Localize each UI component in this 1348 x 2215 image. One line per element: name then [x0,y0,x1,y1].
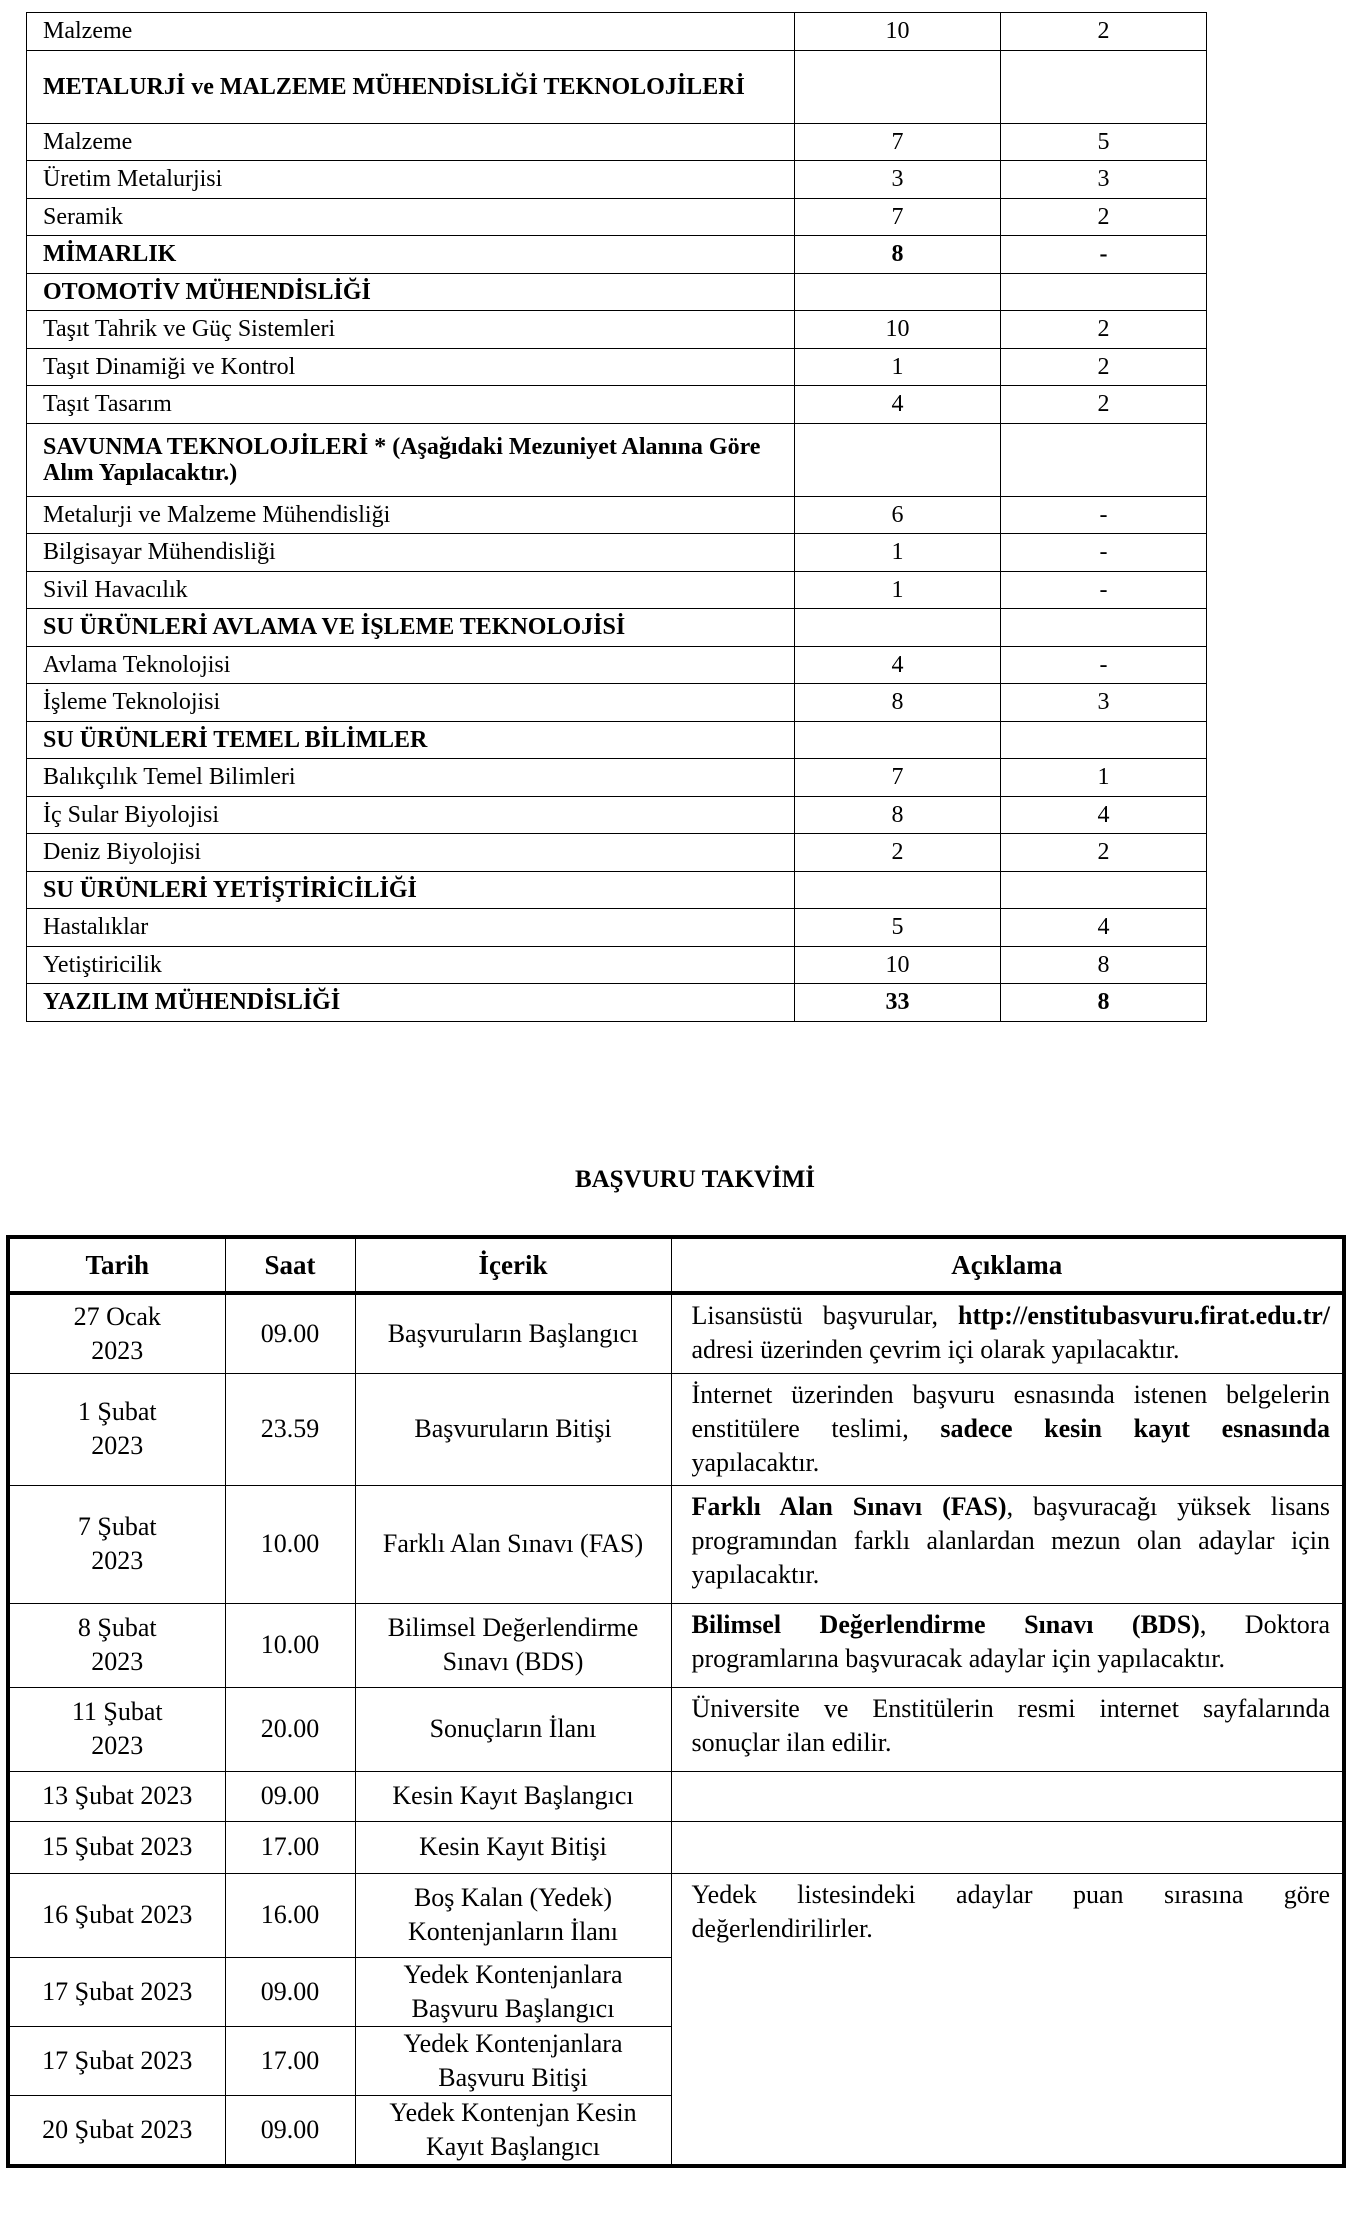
row-description [671,1603,1344,1687]
description-text: , Doktora programlarına başvuracak adaylar için yapılacaktır. [691,1609,1330,1673]
row-content: Bilimsel Değerlendirme Sınavı (BDS) [355,1603,671,1687]
table-row [27,834,1207,872]
table-row [27,646,1207,684]
row-content: Boş Kalan (Yedek) Kontenjanların İlanı [355,1873,671,1957]
quota-col-b: - [1001,534,1207,572]
table-row [27,796,1207,834]
quota-col-b [1001,423,1207,496]
quota-col-a: 7 [795,198,1001,236]
quota-col-a [795,273,1001,311]
quota-col-a [795,50,1001,123]
row-date: 13 Şubat 2023 [8,1771,225,1821]
table-row [27,496,1207,534]
program-name: Malzeme [27,13,795,51]
table-row [27,13,1207,51]
row-time: 20.00 [225,1687,355,1771]
quota-col-b: 2 [1001,386,1207,424]
row-date: 16 Şubat 2023 [8,1873,225,1957]
row-time: 23.59 [225,1373,355,1485]
quota-col-b: 3 [1001,161,1207,199]
table-row [27,759,1207,797]
program-name: Balıkçılık Temel Bilimleri [27,759,795,797]
table-row [27,684,1207,722]
description-text: Lisansüstü başvurular, [691,1301,959,1330]
program-name: Üretim Metalurjisi [27,161,795,199]
quota-col-b: 2 [1001,348,1207,386]
description-text: yapılacaktır. [691,1447,820,1477]
row-time: 16.00 [225,1873,355,1957]
table-row [27,423,1207,496]
quota-col-b: - [1001,496,1207,534]
table-row [27,50,1207,123]
quota-col-b: - [1001,236,1207,274]
table-row [27,721,1207,759]
row-content: Yedek Kontenjanlara Başvuru Başlangıcı [355,1957,671,2026]
row-content: Farklı Alan Sınavı (FAS) [355,1485,671,1603]
program-name: Metalurji ve Malzeme Mühendisliği [27,496,795,534]
quota-col-b: 2 [1001,834,1207,872]
quota-col-b: 2 [1001,311,1207,349]
description-text: İnternet üzerinden başvuru esnasında istenen belgelerin enstitülere teslimi, [691,1379,1330,1443]
description-bold-text: Bilimsel Değerlendirme Sınavı (BDS) [691,1609,1200,1639]
row-date: 20 Şubat 2023 [8,2095,225,2166]
table-row [27,198,1207,236]
program-name: YAZILIM MÜHENDİSLİĞİ [27,984,795,1022]
quota-col-a: 5 [795,909,1001,947]
quota-col-a: 10 [795,946,1001,984]
quota-col-b: - [1001,571,1207,609]
program-name: Taşıt Tahrik ve Güç Sistemleri [27,311,795,349]
program-name: Sivil Havacılık [27,571,795,609]
table-row [27,609,1207,647]
quota-col-b [1001,721,1207,759]
description-bold-text: sadece kesin kayıt esnasında [940,1413,1330,1443]
quota-col-b: 2 [1001,13,1207,51]
quota-col-a: 8 [795,796,1001,834]
program-name: Hastalıklar [27,909,795,947]
description-bold-text: http://enstitubasvuru.firat.edu.tr/ [958,1301,1330,1330]
description-text: adresi üzerinden çevrim içi olarak yapılacaktır. [691,1335,1180,1364]
calendar-row [8,1821,1344,1873]
row-description-empty [671,1821,1344,1873]
calendar-title: BAŞVURU TAKVİMİ [574,1166,816,1193]
calendar-table [6,1235,1346,2168]
quota-col-a: 10 [795,311,1001,349]
quota-col-a: 7 [795,759,1001,797]
quota-col-a [795,721,1001,759]
calendar-row [8,1873,1344,1957]
row-content: Kesin Kayıt Başlangıcı [355,1771,671,1821]
table-row [27,909,1207,947]
quota-col-a: 1 [795,348,1001,386]
table-row [27,236,1207,274]
program-name: SAVUNMA TEKNOLOJİLERİ * (Aşağıdaki Mezuniyet Alanına Göre Alım Yapılacaktır.) [27,423,795,496]
calendar-table-body [8,1293,1344,2166]
calendar-row [8,1771,1344,1821]
quota-col-a: 1 [795,571,1001,609]
row-date: 1 Şubat 2023 [8,1373,225,1485]
quota-col-b: 4 [1001,909,1207,947]
table-row [27,123,1207,161]
program-name: İşleme Teknolojisi [27,684,795,722]
quota-col-a [795,871,1001,909]
quota-col-b: 3 [1001,684,1207,722]
row-description [671,1485,1344,1603]
row-date: 17 Şubat 2023 [8,1957,225,2026]
table-row [27,386,1207,424]
quota-col-b [1001,609,1207,647]
row-time: 10.00 [225,1603,355,1687]
calendar-row [8,1485,1344,1603]
quota-col-a: 6 [795,496,1001,534]
table-row [27,534,1207,572]
row-time: 09.00 [225,1771,355,1821]
quota-col-b [1001,871,1207,909]
quota-table-body [27,13,1207,1022]
table-row [27,161,1207,199]
program-name: Taşıt Tasarım [27,386,795,424]
quota-col-a: 33 [795,984,1001,1022]
program-name: Bilgisayar Mühendisliği [27,534,795,572]
program-name: METALURJİ ve MALZEME MÜHENDİSLİĞİ TEKNOLOJİLERİ [27,50,795,123]
row-content: Başvuruların Bitişi [355,1373,671,1485]
row-date: 17 Şubat 2023 [8,2026,225,2095]
quota-col-b: 8 [1001,946,1207,984]
program-name: Taşıt Dinamiği ve Kontrol [27,348,795,386]
program-name: SU ÜRÜNLERİ YETİŞTİRİCİLİĞİ [27,871,795,909]
calendar-row [8,1373,1344,1485]
row-content: Kesin Kayıt Bitişi [355,1821,671,1873]
quota-col-a: 1 [795,534,1001,572]
quota-col-b [1001,273,1207,311]
calendar-row [8,1687,1344,1771]
table-row [27,946,1207,984]
quota-col-a: 8 [795,684,1001,722]
program-name: Yetiştiricilik [27,946,795,984]
row-time: 09.00 [225,1293,355,1373]
row-description [671,1873,1344,2166]
quota-col-a: 4 [795,386,1001,424]
row-date: 15 Şubat 2023 [8,1821,225,1873]
row-time: 10.00 [225,1485,355,1603]
header-content: İçerik [355,1237,671,1293]
program-name: MİMARLIK [27,236,795,274]
program-name: İç Sular Biyolojisi [27,796,795,834]
quota-col-a: 2 [795,834,1001,872]
program-name: Malzeme [27,123,795,161]
quota-col-a: 7 [795,123,1001,161]
program-name: Avlama Teknolojisi [27,646,795,684]
quota-col-a: 3 [795,161,1001,199]
program-name: SU ÜRÜNLERİ TEMEL BİLİMLER [27,721,795,759]
row-date: 8 Şubat 2023 [8,1603,225,1687]
table-row [27,273,1207,311]
row-date: 11 Şubat 2023 [8,1687,225,1771]
row-date: 27 Ocak 2023 [8,1293,225,1373]
table-row [27,311,1207,349]
quota-col-b: 5 [1001,123,1207,161]
program-name: SU ÜRÜNLERİ AVLAMA VE İŞLEME TEKNOLOJİSİ [27,609,795,647]
quota-col-b [1001,50,1207,123]
quota-table [26,12,1207,1022]
row-content: Başvuruların Başlangıcı [355,1293,671,1373]
row-content: Sonuçların İlanı [355,1687,671,1771]
program-name: Seramik [27,198,795,236]
calendar-header-row [8,1237,1344,1293]
header-date: Tarih [8,1237,225,1293]
table-row [27,871,1207,909]
row-time: 09.00 [225,1957,355,2026]
quota-col-a [795,609,1001,647]
description-text: Üniversite ve Enstitülerin resmi internet sayfalarında sonuçlar ilan edilir. [691,1693,1330,1757]
row-description [671,1293,1344,1373]
description-text: Yedek listesindeki adaylar puan sırasına göre değerlendirilirler. [691,1879,1330,1943]
table-row [27,984,1207,1022]
row-content: Yedek Kontenjanlara Başvuru Bitişi [355,2026,671,2095]
quota-col-b: 1 [1001,759,1207,797]
header-time: Saat [225,1237,355,1293]
quota-col-a: 8 [795,236,1001,274]
table-row [27,348,1207,386]
quota-col-a [795,423,1001,496]
program-name: Deniz Biyolojisi [27,834,795,872]
row-time: 17.00 [225,2026,355,2095]
quota-col-a: 4 [795,646,1001,684]
table-row [27,571,1207,609]
row-description [671,1373,1344,1485]
calendar-row [8,1293,1344,1373]
quota-col-b: 4 [1001,796,1207,834]
quota-col-b: - [1001,646,1207,684]
row-description [671,1687,1344,1771]
program-name: OTOMOTİV MÜHENDİSLİĞİ [27,273,795,311]
description-text: , başvuracağı yüksek lisans programından farklı alanlardan mezun olan adaylar için yapılacaktır. [691,1491,1330,1589]
row-time: 09.00 [225,2095,355,2166]
row-date: 7 Şubat 2023 [8,1485,225,1603]
quota-col-b: 8 [1001,984,1207,1022]
quota-col-a: 10 [795,13,1001,51]
row-content: Yedek Kontenjan Kesin Kayıt Başlangıcı [355,2095,671,2166]
description-bold-text: Farklı Alan Sınavı (FAS) [691,1491,1007,1521]
quota-col-b: 2 [1001,198,1207,236]
row-description-empty [671,1771,1344,1821]
header-description: Açıklama [671,1237,1344,1293]
row-time: 17.00 [225,1821,355,1873]
calendar-row [8,1603,1344,1687]
